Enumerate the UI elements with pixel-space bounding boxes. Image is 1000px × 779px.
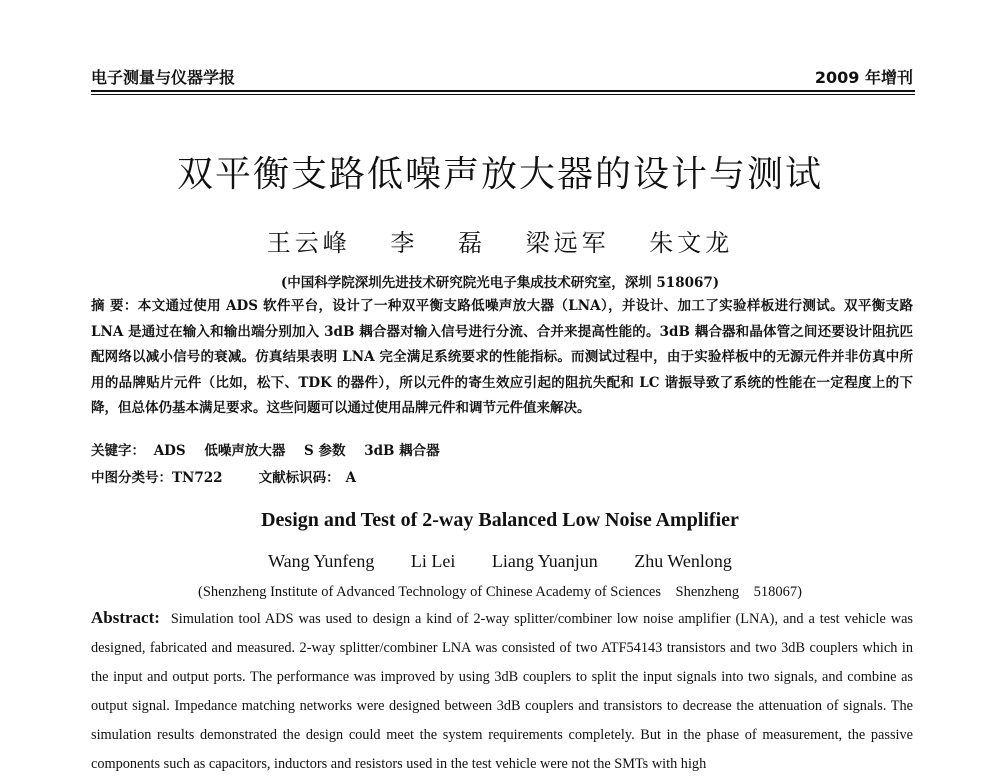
author-en: Li Lei — [410, 551, 456, 571]
keyword: S 参数 — [304, 443, 346, 459]
keyword: ADS — [153, 443, 186, 459]
author-cn: 朱文龙 — [649, 229, 734, 257]
affiliation-en: (Shenzheng Institute of Advanced Technology of Chinese Academy of Sciences Shenzheng 518067) — [198, 584, 802, 600]
paper-title-en: Design and Test of 2-way Balanced Low Noise Amplifier — [261, 509, 739, 531]
abstract-cn-text: 本文通过使用 ADS 软件平台，设计了一种双平衡支路低噪声放大器（LNA），并设计、加工了实验样板进行测试。双平衡支路 LNA 是通过在输入和输出端分别加入 3dB 耦合器对输入信号进行分流、合并来提高性能的。3dB 耦合器和晶体管之间还要设计阻抗匹配网络以减小信号的衰减。仿真结果表明 LNA 完全满足系统要求的性能指标。而测试过程中，由于实验样板中的无源元件并非仿真中所用的品牌贴片元件（比如，松下、TDK 的器件），所以元件的寄生效应引起的阻抗失配和 LC 谐振导致了系统的性能在一定程度上的下降，但总体仍基本满足要求。这些问题可以通过使用品牌元件和调节元件值来解决。 — [91, 298, 913, 416]
clc-label: 中图分类号： — [91, 470, 172, 486]
author-en: Liang Yuanjun — [491, 551, 598, 571]
author-en: Zhu Wenlong — [634, 551, 732, 571]
doc-code-value: A — [345, 470, 357, 486]
keywords-line — [91, 439, 454, 459]
abstract-en-text: Simulation tool ADS was used to design a kind of 2-way splitter/combiner low noise amplifier (LNA), and a test vehicle was designed, fabricated and measured. 2-way splitter/combiner LNA was consisted of two ATF54143 transistors and two 3dB couplers which in the input and output ports. The performance was improved by using 3dB couplers to split the input signals into two signals, and combine as output signal. Impedance matching networks were designed between 3dB couplers and transistors to decrease the attenuation of signals. The simulation results demonstrated the design could meet the system requirements completely. But in the phase of measurement, the passive components such as capacitors, inductors and resistors used in the test vehicle were not the SMTs with high — [91, 611, 914, 772]
doc-code-label: 文献标识码： — [258, 470, 340, 486]
author-cn: 梁远军 — [525, 229, 610, 257]
clc-value: TN722 — [172, 470, 223, 486]
keywords-label: 关键字： — [91, 443, 145, 459]
affiliation-cn: (中国科学院深圳先进技术研究院光电子集成技术研究室，深圳 518067) — [280, 275, 720, 291]
abstract-cn-label: 摘 要： — [91, 298, 138, 314]
author-cn: 王云峰 — [266, 229, 351, 257]
abstract-en — [91, 603, 913, 779]
authors-en — [0, 551, 1000, 572]
author-cn: 李 磊 — [390, 229, 486, 257]
abstract-en-label: Abstract: — [91, 608, 160, 627]
keyword: 3dB 耦合器 — [364, 443, 440, 459]
paper-title-cn: 双平衡支路低噪声放大器的设计与测试 — [176, 154, 823, 195]
classification-line — [91, 466, 356, 486]
running-header — [91, 66, 913, 88]
authors-cn — [0, 223, 1000, 258]
header-rule-thin — [91, 94, 915, 95]
header-rule-thick — [91, 90, 915, 92]
keyword: 低噪声放大器 — [204, 443, 286, 459]
issue-label: 2009 年增刊 — [814, 68, 913, 87]
journal-name: 电子测量与仪器学报 — [91, 68, 236, 87]
author-en: Wang Yunfeng — [268, 551, 375, 571]
abstract-cn — [91, 294, 913, 422]
